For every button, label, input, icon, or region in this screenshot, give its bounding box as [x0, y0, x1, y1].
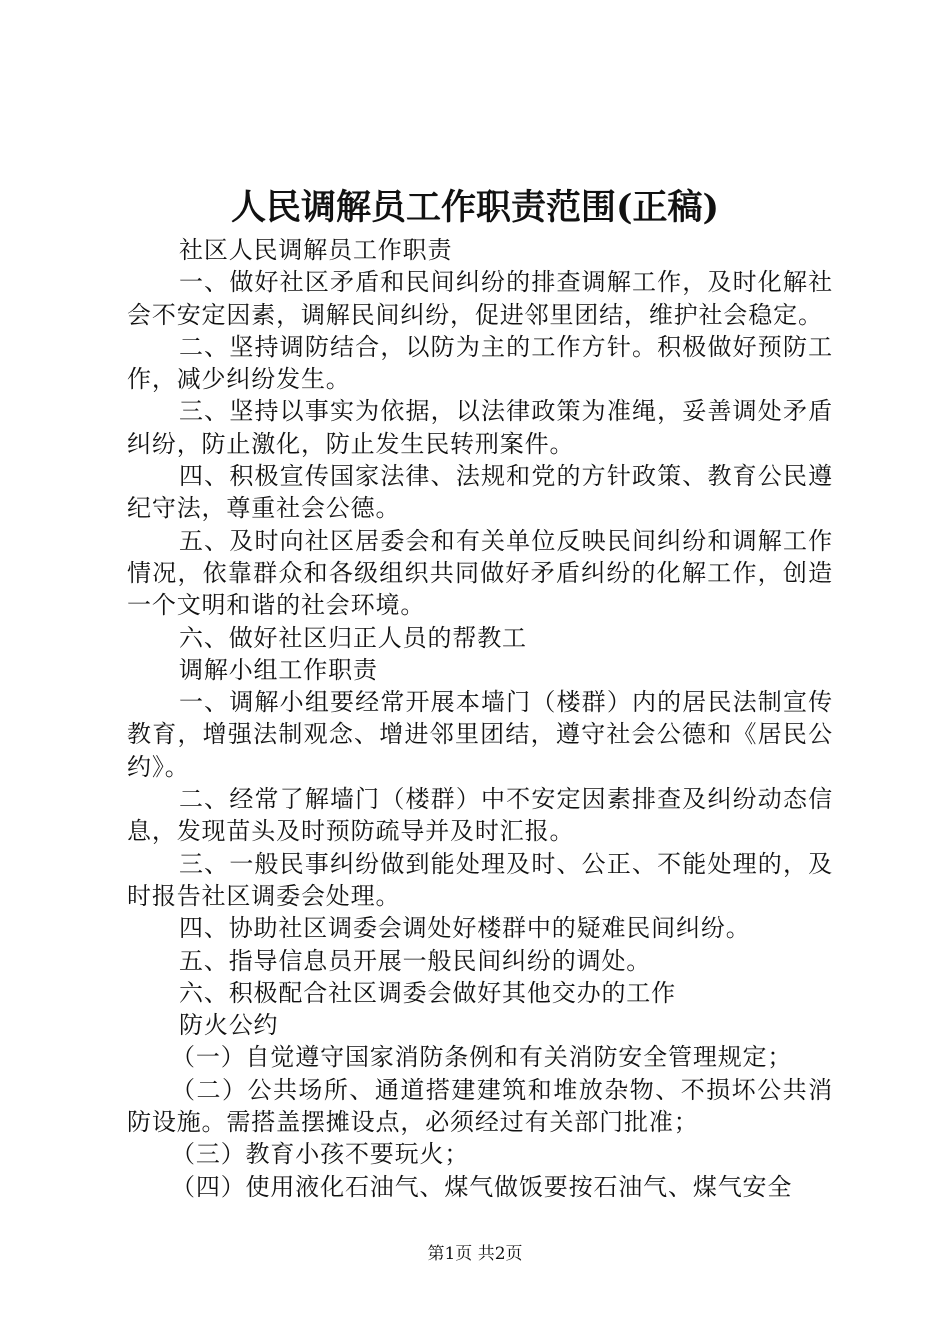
section-heading-fire-pact: 防火公约 [179, 1011, 279, 1040]
paragraph-item: 三、一般民事纠纷做到能处理及时、公正、不能处理的，及时报告社区调委会处理。 [127, 849, 833, 910]
paragraph-item: （四）使用液化石油气、煤气做饭要按石油气、煤气安全 [171, 1172, 793, 1201]
paragraph-item: 五、及时向社区居委会和有关单位反映民间纠纷和调解工作情况，依靠群众和各级组织共同做好矛盾纠纷的化解工作，创造一个文明和谐的社会环境。 [127, 526, 833, 620]
paragraph-item: 六、积极配合社区调委会做好其他交办的工作 [179, 978, 676, 1007]
paragraph-item: 一、调解小组要经常开展本墙门（楼群）内的居民法制宣传教育，增强法制观念、增进邻里团结，遵守社会公德和《居民公约》。 [127, 688, 833, 781]
paragraph-item: 四、积极宣传国家法律、法规和党的方针政策、教育公民遵纪守法，尊重社会公德。 [127, 462, 833, 523]
document-body [127, 234, 833, 1203]
paragraph-item: 一、做好社区矛盾和民间纠纷的排查调解工作，及时化解社会不安定因素，调解民间纠纷，促进邻里团结，维护社会稳定。 [127, 268, 833, 329]
paragraph-item: （三）教育小孩不要玩火； [171, 1140, 470, 1169]
paragraph-item: （二）公共场所、通道搭建建筑和堆放杂物、不损坏公共消防设施。需搭盖摆摊设点，必须经过有关部门批准； [127, 1075, 833, 1137]
section-heading-group-duties: 调解小组工作职责 [179, 655, 378, 684]
paragraph-item: 三、坚持以事实为依据，以法律政策为准绳，妥善调处矛盾纠纷，防止激化，防止发生民转刑案件。 [127, 397, 833, 458]
paragraph-item: 四、协助社区调委会调处好楼群中的疑难民间纠纷。 [179, 914, 751, 943]
paragraph-item: 五、指导信息员开展一般民间纠纷的调处。 [179, 946, 652, 975]
paragraph-item: （一）自觉遵守国家消防条例和有关消防安全管理规定； [171, 1043, 793, 1072]
paragraph-item: 二、坚持调防结合，以防为主的工作方针。积极做好预防工作，减少纠纷发生。 [127, 332, 833, 394]
paragraph-item: 二、经常了解墙门（楼群）中不安定因素排查及纠纷动态信息，发现苗头及时预防疏导并及时汇报。 [127, 785, 833, 846]
paragraph-item: 六、做好社区归正人员的帮教工 [179, 623, 527, 652]
page-title: 人民调解员工作职责范围(正稿) [230, 187, 720, 228]
page-footer: 第1页 共2页 [427, 1244, 523, 1264]
section-heading-mediator-duties: 社区人民调解员工作职责 [179, 236, 453, 264]
